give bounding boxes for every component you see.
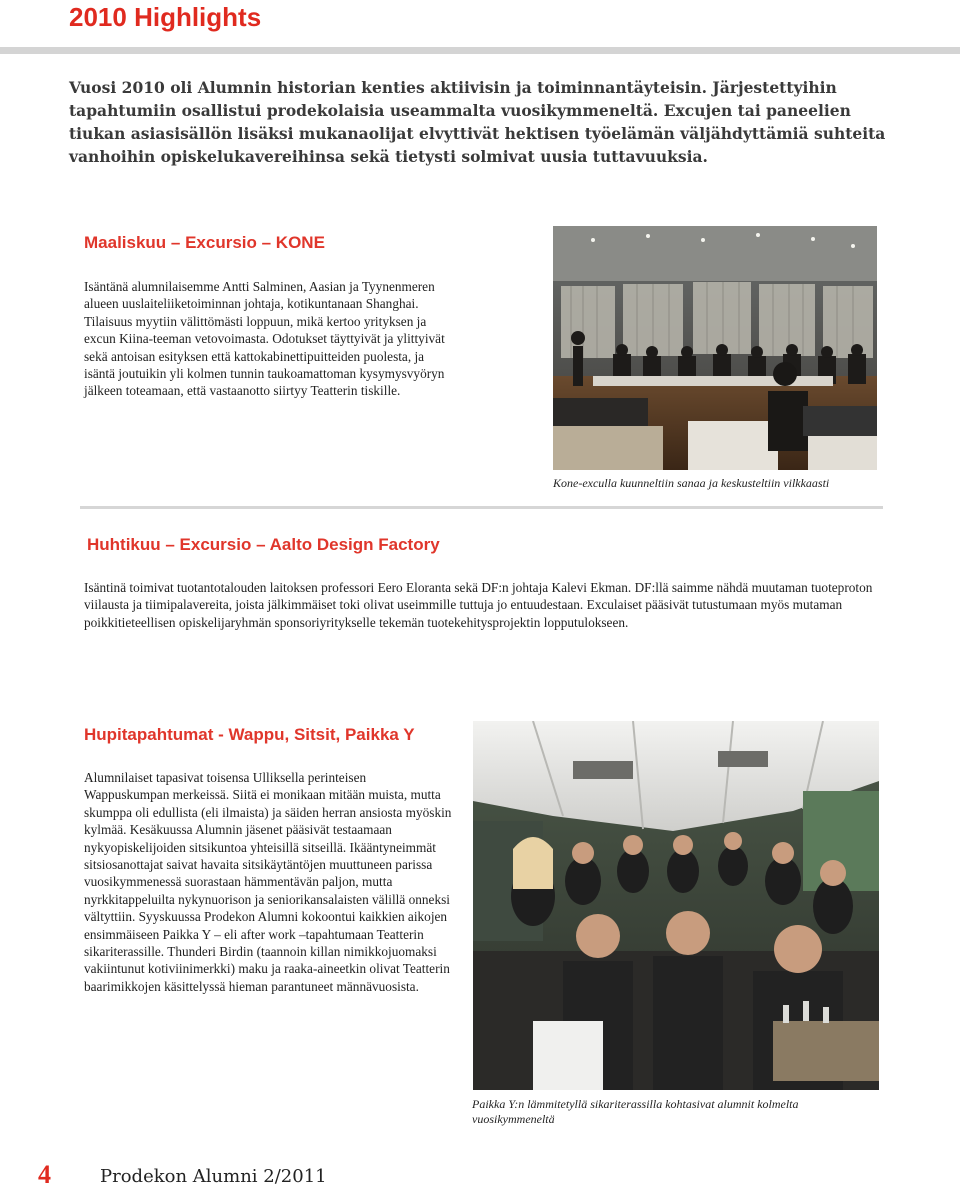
publication-title: Prodekon Alumni 2/2011 xyxy=(100,1166,327,1187)
aalto-body: Isäntinä toimivat tuotantotalouden laitoksen professori Eero Eloranta sekä DF:n johtaja Kalevi Ekman. DF:llä saimme nähdä muutaman tuoteproton viilausta ja tiimipalavereita, joista jälkimmäiset toki olivat useimmille tuttuja jo entuudestaan. Exculaiset pääsivät tutustumaan myös mutaman poikkitieteellisen opiskelijaryhmän sponsoriyritykselle tekemän tuotekehitysprojektin lopputulokseen. xyxy=(84,580,873,630)
kone-excursion-photo xyxy=(553,226,877,470)
section-divider xyxy=(80,506,883,509)
paikka-y-photo-caption: Paikka Y:n lämmitetyllä sikariterassilla kohtasivat alumnit kolmelta vuosikymmeneltä xyxy=(472,1097,799,1126)
kone-photo-caption: Kone-exculla kuunneltiin sanaa ja keskusteltiin vilkkaasti xyxy=(553,476,830,490)
aalto-heading: Huhtikuu – Excursio – Aalto Design Factory xyxy=(87,535,440,554)
kone-heading: Maaliskuu – Excursio – KONE xyxy=(84,233,325,252)
hupi-heading: Hupitapahtumat - Wappu, Sitsit, Paikka Y xyxy=(84,725,415,744)
kone-body: Isäntänä alumnilaisemme Antti Salminen, Aasian ja Tyynenmeren alueen uuslaiteliiketoiminnan johtaja, kotikuntanaan Shanghai. Tilaisuus myytiin välittömästi loppuun, mikä kertoo yrityksen ja excun Kiina-teeman vetovoimasta. Odotukset täyttyivät ja ylittyivät sekä antoisan esityksen että kattokabinettipuitteiden puolesta, ja isäntä joutuikin yli kolmen tunnin taukoamattoman kysymysvyöryn jälkeen toteamaan, että vastaanotto siirtyy Teatterin tiskille. xyxy=(84,279,445,399)
intro-paragraph: Vuosi 2010 oli Alumnin historian kenties aktiivisin ja toiminnantäyteisin. Järjestettyihin tapahtumiin osallistui prodekolaisia useammalta vuosikymmeneltä. Excujen tai paneelien tiukan asiasisällön lisäksi mukanaolijat elvyttivät hektisen työelämän väljähdyttämiä suhteita vanhoihin opiskelukavereihinsa sekä tietysti solmivat uusia tuttavuuksia. xyxy=(69,78,886,166)
page-number: 4 xyxy=(38,1160,51,1189)
page-title: 2010 Highlights xyxy=(69,2,262,32)
title-rule xyxy=(0,47,960,54)
hupi-body: Alumnilaiset tapasivat toisensa Ulliksella perinteisen Wappuskumpan merkeissä. Siitä ei monikaan mitään muista, mutta skumppa oli edullista (eli ilmaista) ja säiden herran ansiosta myöskin kylmää. Kesäkuussa Alumnin jäsenet pääsivät testaamaan nykyopiskelijoiden sitsikuntoa yhteisillä sitseillä. Ikääntyneimmät sitsiosanottajat saivat havaita sitsikäytäntöjen muuttuneen parissa vuosikymmenessä suorastaan hämmentävän paljon, mutta nyrkkitappeluilta nykynuorison ja seniorikansalaisten välillä onneksi vältyttiin. Syyskuussa Prodekon Alumni kokoontui kaikkien aikojen ensimmäiseen Paikka Y – eli after work –tapahtumaan Teatterin sikariterassille. Thunderi Birdin (taannoin killan nimikkojuomaksi vakiintunut kotiviinimerkki) maku ja raaka-aineetkin olivat Teatterin baarimikkojen käsittelyssä hieman parantuneet männävuosista. xyxy=(84,770,452,994)
paikka-y-terrace-photo xyxy=(473,721,879,1090)
